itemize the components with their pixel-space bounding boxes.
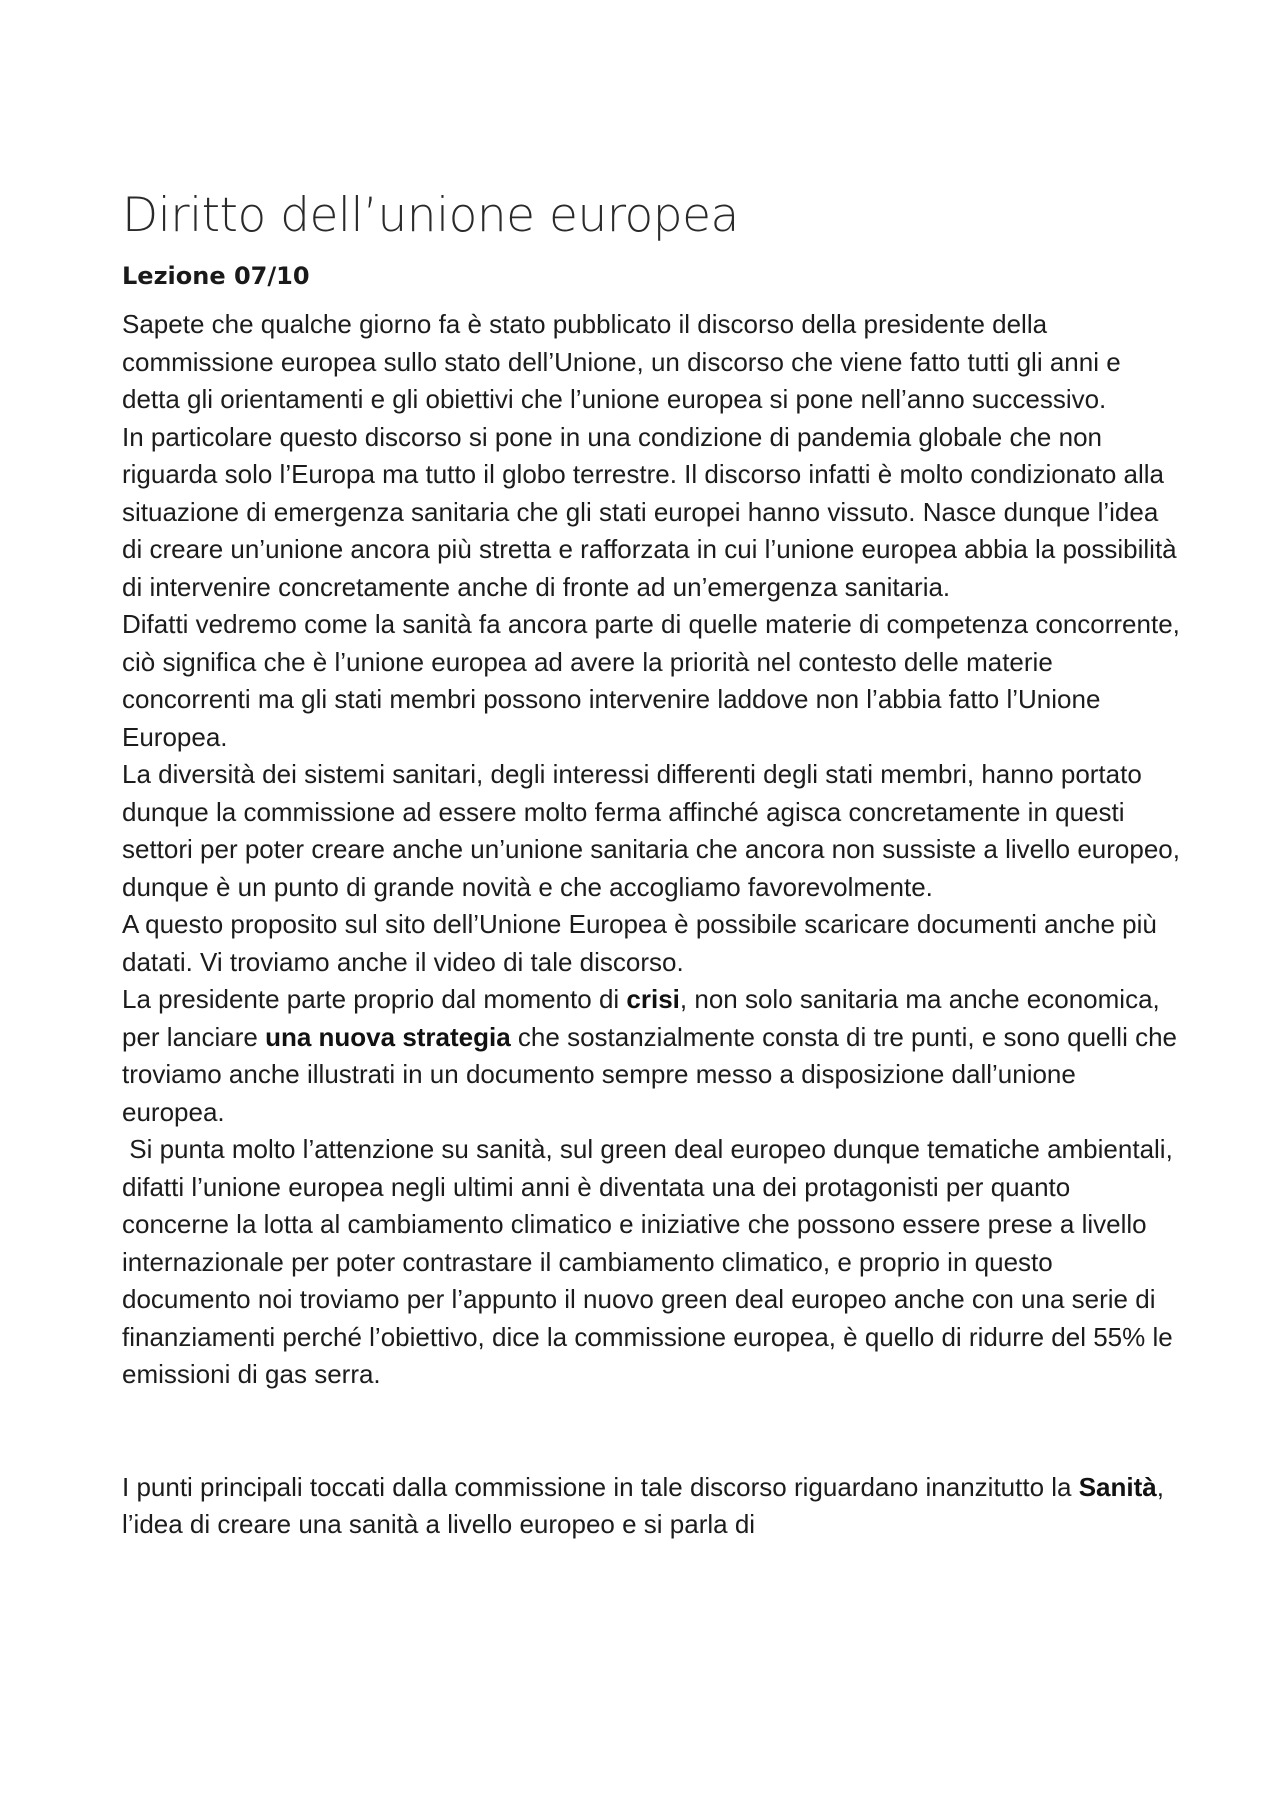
bold-term-sanita: Sanità xyxy=(1078,1471,1157,1502)
bold-term-crisi: crisi xyxy=(626,984,680,1014)
paragraph-with-emphasis xyxy=(122,1469,1182,1544)
text-run: , non solo sanitaria ma anche economica, per lanciare xyxy=(122,984,1160,1052)
bold-term-strategia: una nuova strategia xyxy=(265,1021,511,1052)
paragraph: Difatti vedremo come la sanità fa ancora parte di quelle materie di competenza concorrente, ciò significa che è l’unione europea ad avere la priorità nel contesto delle materie concorrenti ma gli stati membri possono intervenire laddove non l’abbia fatto l’Unione Europea. xyxy=(122,609,1180,752)
paragraph: Sapete che qualche giorno fa è stato pubblicato il discorso della presidente della commissione europea sullo stato dell’Unione, un discorso che viene fatto tutti gli anni e detta gli orientamenti e gli obiettivi che l’unione europea si pone nell’anno successivo. xyxy=(122,309,1121,414)
text-run: , l’idea di creare una sanità a livello europeo e si parla di xyxy=(122,1471,1164,1539)
body-text-block-final xyxy=(122,1469,1182,1544)
paragraph: In particolare questo discorso si pone in una condizione di pandemia globale che non riguarda solo l’Europa ma tutto il globo terrestre. Il discorso infatti è molto condizionato alla situazione di emergenza sanitaria che gli stati europei hanno vissuto. Nasce dunque l’idea di creare un’unione ancora più stretta e rafforzata in cui l’unione europea abbia la possibilità di intervenire concretamente anche di fronte ad un’emergenza sanitaria. xyxy=(122,421,1177,602)
body-text-block xyxy=(122,306,1182,1394)
text-run: La presidente parte proprio dal momento di xyxy=(122,984,627,1014)
paragraph: A questo proposito sul sito dell’Unione Europea è possibile scaricare documenti anche più datati. Vi troviamo anche il video di tale discorso. xyxy=(122,909,1157,977)
paragraph-with-emphasis xyxy=(122,981,1182,1131)
document-title: Diritto dell’unione europea xyxy=(122,188,739,243)
paragraph: Si punta molto l’attenzione su sanità, sul green deal europeo dunque tematiche ambientali, difatti l’unione europea negli ultimi anni è diventata una dei protagonisti per quanto concerne la lotta al cambiamento climatico e iniziative che possono essere prese a livello internazionale per poter contrastare il cambiamento climatico, e proprio in questo documento noi troviamo per l’appunto il nuovo green deal europeo anche con una serie di finanziamenti perché l’obiettivo, dice la commissione europea, è quello di ridurre del 55% le emissioni di gas serra. xyxy=(122,1134,1181,1389)
document-content xyxy=(122,184,1182,1544)
lesson-subtitle: Lezione 07/10 xyxy=(122,262,310,290)
paragraph: La diversità dei sistemi sanitari, degli interessi differenti degli stati membri, hanno portato dunque la commissione ad essere molto ferma affinché agisca concretamente in questi settori per poter creare anche un’unione sanitaria che ancora non sussiste a livello europeo, dunque è un punto di grande novità e che accogliamo favorevolmente. xyxy=(122,759,1180,902)
text-run: che sostanzialmente consta di tre punti, e sono quelli che troviamo anche illustrati in un documento sempre messo a disposizione dall’unione europea. xyxy=(122,1021,1177,1127)
text-run: I punti principali toccati dalla commissione in tale discorso riguardano inanzitutto la xyxy=(122,1471,1079,1502)
